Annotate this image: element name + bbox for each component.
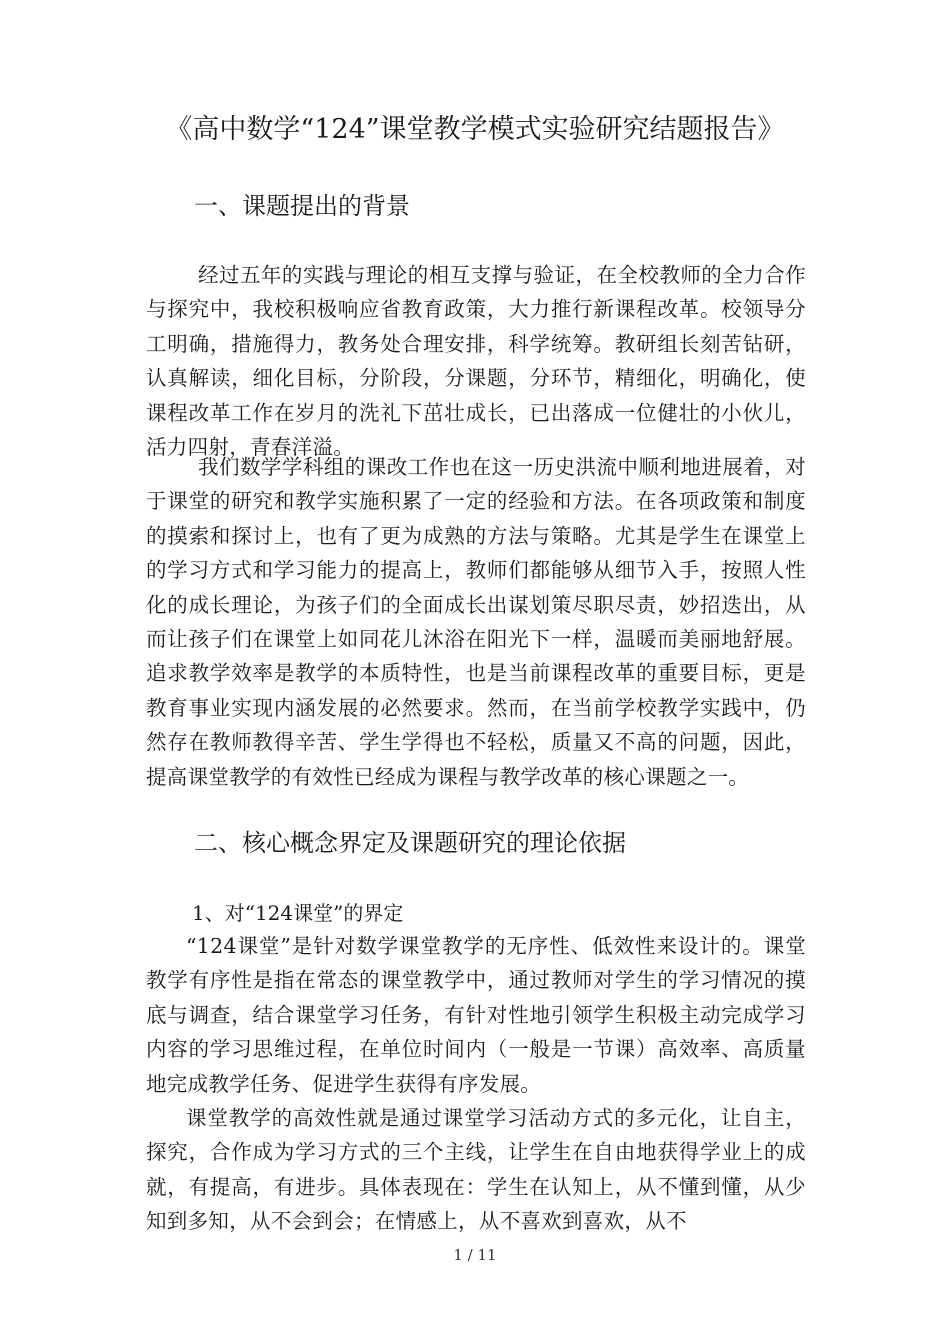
section-2-paragraph-1: “124课堂”是针对数学课堂教学的无序性、低效性来设计的。课堂教学有序性是指在常态的课堂教学中，通过教师对学生的学习情况的摸底与调查，结合课堂学习任务，有针对性地引领学生积极主动完成学习内容的学习思维过程，在单位时间内（一般是一节课）高效率、高质量地完成教学任务、促进学生获得有序发展。 bbox=[146, 934, 806, 1096]
section-1-paragraph-1: 经过五年的实践与理论的相互支撑与验证，在全校教师的全力合作与探究中，我校积极响应省教育政策，大力推行新课程改革。校领导分工明确，措施得力，教务处合理安排，科学统筹。教研组长刻苦钻研，认真解读，细化目标，分阶段，分课题，分环节，精细化，明确化，使课程改革工作在岁月的洗礼下茁壮成长，已出落成一位健壮的小伙儿，活力四射，青春洋溢。 bbox=[146, 263, 806, 460]
page-number: 1 / 11 bbox=[453, 1246, 497, 1264]
section-2-paragraph-2: 课堂教学的高效性就是通过课堂学习活动方式的多元化，让自主，探究，合作成为学习方式的三个主线，让学生在自由地获得学业上的成就，有提高，有进步。具体表现在：学生在认知上，从不懂到懂，从少知到多知，从不会到会；在情感上，从不喜欢到喜欢，从不 bbox=[146, 1106, 806, 1234]
document-title: 《高中数学“124”课堂教学模式实验研究结题报告》 bbox=[165, 114, 785, 145]
section-2-heading: 二、核心概念界定及课题研究的理论依据 bbox=[194, 829, 626, 857]
section-2-subheading: 1、对“124课堂”的界定 bbox=[192, 901, 404, 925]
section-1-heading: 一、课题提出的背景 bbox=[194, 192, 410, 220]
section-1-paragraph-2: 我们数学学科组的课改工作也在这一历史洪流中顺利地进展着，对于课堂的研究和教学实施积累了一定的经验和方法。在各项政策和制度的摸索和探讨上，也有了更为成熟的方法与策略。尤其是学生在课堂上的学习方式和学习能力的提高上，教师们都能够从细节入手，按照人性化的成长理论，为孩子们的全面成长出谋划策尽职尽责，妙招迭出，从而让孩子们在课堂上如同花儿沐浴在阳光下一样，温暖而美丽地舒展。追求教学效率是教学的本质特性，也是当前课程改革的重要目标，更是教育事业实现内涵发展的必然要求。然而，在当前学校教学实践中，仍然存在教师教得辛苦、学生学得也不轻松，质量又不高的问题，因此，提高课堂教学的有效性已经成为课程与教学改革的核心课题之一。 bbox=[146, 455, 806, 789]
